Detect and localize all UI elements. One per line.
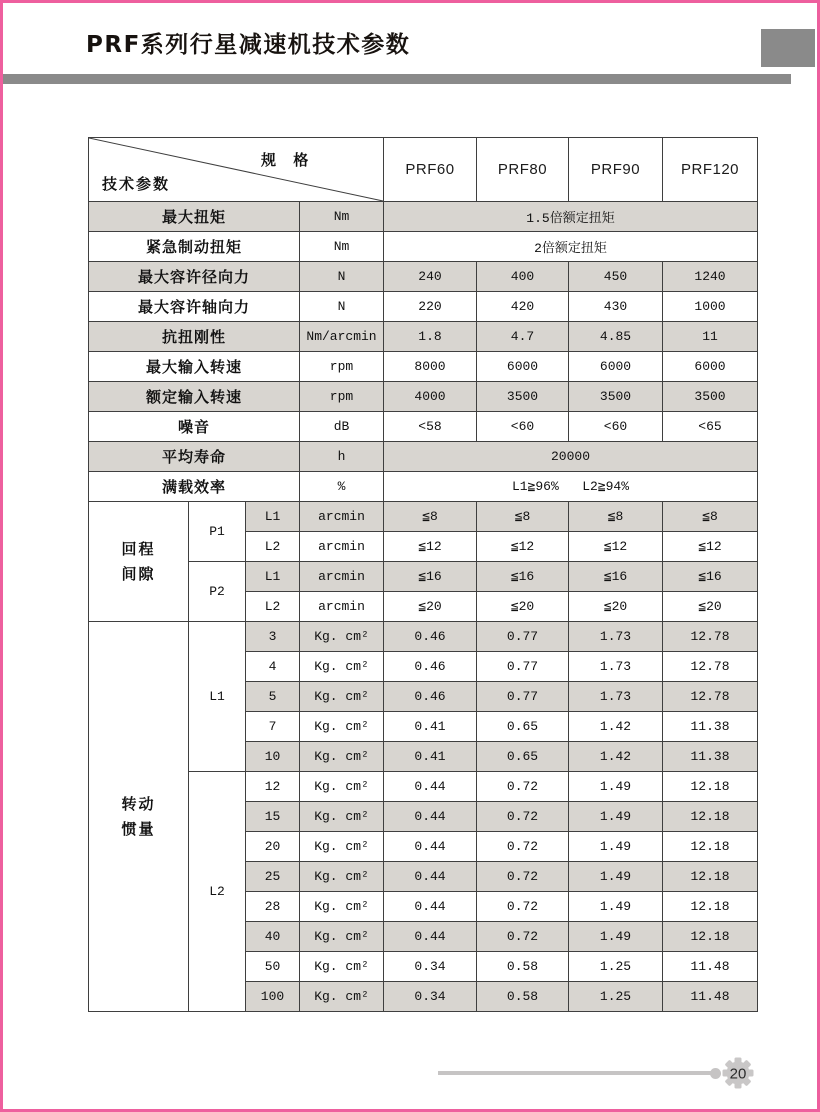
param-label-cell: 紧急制动扭矩: [89, 232, 300, 262]
value-cell: 6000: [569, 352, 663, 382]
spec-param-corner-cell: [89, 138, 384, 202]
value-cell: 0.44: [384, 862, 477, 892]
param-label-cell: 最大容许轴向力: [89, 292, 300, 322]
value-cell: 1.49: [569, 862, 663, 892]
value-cell: ≦12: [569, 532, 663, 562]
level-cell: L2: [246, 592, 300, 622]
ratio-cell: 40: [246, 922, 300, 952]
unit-cell: arcmin: [300, 502, 384, 532]
value-cell: 0.58: [477, 982, 569, 1012]
unit-cell: rpm: [300, 352, 384, 382]
value-cell: 12.18: [663, 802, 758, 832]
value-cell: 0.46: [384, 622, 477, 652]
param-label-cell: 噪音: [89, 412, 300, 442]
value-cell: ≦8: [569, 502, 663, 532]
section-label-line: 转动: [121, 794, 156, 813]
param-label-cell: 最大扭矩: [89, 202, 300, 232]
ratio-cell: 10: [246, 742, 300, 772]
ratio-cell: 50: [246, 952, 300, 982]
ratio-cell: 4: [246, 652, 300, 682]
precision-grade-cell: P1: [189, 502, 246, 562]
value-cell: ≦8: [663, 502, 758, 532]
unit-cell: rpm: [300, 382, 384, 412]
page-title: PRF系列行星减速机技术参数: [86, 32, 411, 58]
value-cell: ≦12: [384, 532, 477, 562]
value-cell: 0.46: [384, 682, 477, 712]
value-cell: 0.58: [477, 952, 569, 982]
value-cell: 1.25: [569, 952, 663, 982]
value-cell: 11.48: [663, 982, 758, 1012]
value-cell: 11: [663, 322, 758, 352]
table-row: [89, 502, 758, 532]
corner-param-label: 技术参数: [102, 175, 171, 193]
param-label-cell: 抗扭刚性: [89, 322, 300, 352]
unit-cell: Kg. cm²: [300, 832, 384, 862]
value-cell: 0.72: [477, 832, 569, 862]
value-cell: ≦16: [569, 562, 663, 592]
unit-cell: N: [300, 262, 384, 292]
table-row: [89, 262, 758, 292]
value-cell: 0.44: [384, 772, 477, 802]
value-cell: ≦20: [569, 592, 663, 622]
value-cell: 1.25: [569, 982, 663, 1012]
value-cell: ≦12: [663, 532, 758, 562]
column-header-prf60: PRF60: [384, 138, 477, 202]
ratio-cell: 12: [246, 772, 300, 802]
level-cell: L2: [246, 532, 300, 562]
level-group-cell: L1: [189, 622, 246, 772]
span-value-cell: 20000: [384, 442, 758, 472]
value-cell: 11.38: [663, 712, 758, 742]
table-row: [89, 138, 758, 202]
value-cell: 1.49: [569, 892, 663, 922]
unit-cell: %: [300, 472, 384, 502]
ratio-cell: 25: [246, 862, 300, 892]
value-cell: 0.44: [384, 832, 477, 862]
unit-cell: dB: [300, 412, 384, 442]
unit-cell: Kg. cm²: [300, 652, 384, 682]
level-cell: L1: [246, 502, 300, 532]
value-cell: 3500: [569, 382, 663, 412]
value-cell: 0.77: [477, 622, 569, 652]
value-cell: 0.77: [477, 652, 569, 682]
unit-cell: Kg. cm²: [300, 982, 384, 1012]
value-cell: 11.48: [663, 952, 758, 982]
value-cell: 0.44: [384, 802, 477, 832]
table-row: [89, 772, 758, 802]
value-cell: 6000: [477, 352, 569, 382]
table-row: [89, 232, 758, 262]
value-cell: 430: [569, 292, 663, 322]
value-cell: ≦20: [477, 592, 569, 622]
value-cell: 0.46: [384, 652, 477, 682]
value-cell: 1.49: [569, 832, 663, 862]
unit-cell: Kg. cm²: [300, 622, 384, 652]
ratio-cell: 3: [246, 622, 300, 652]
unit-cell: Kg. cm²: [300, 892, 384, 922]
footer-dot: [710, 1068, 721, 1079]
value-cell: ≦16: [477, 562, 569, 592]
table-row: [89, 322, 758, 352]
table-row: [89, 382, 758, 412]
value-cell: 240: [384, 262, 477, 292]
value-cell: 1240: [663, 262, 758, 292]
value-cell: 6000: [663, 352, 758, 382]
value-cell: 12.78: [663, 622, 758, 652]
value-cell: 1.49: [569, 772, 663, 802]
value-cell: 12.18: [663, 832, 758, 862]
level-cell: L1: [246, 562, 300, 592]
gear-page-icon: [722, 1057, 754, 1089]
table-row: [89, 202, 758, 232]
unit-cell: Kg. cm²: [300, 952, 384, 982]
value-cell: 12.78: [663, 682, 758, 712]
value-cell: 0.65: [477, 742, 569, 772]
page-number: 20: [729, 1065, 747, 1083]
value-cell: <65: [663, 412, 758, 442]
unit-cell: Kg. cm²: [300, 682, 384, 712]
value-cell: <60: [477, 412, 569, 442]
value-cell: 12.18: [663, 862, 758, 892]
value-cell: 220: [384, 292, 477, 322]
ratio-cell: 28: [246, 892, 300, 922]
value-cell: 400: [477, 262, 569, 292]
value-cell: 4000: [384, 382, 477, 412]
value-cell: 3500: [663, 382, 758, 412]
value-cell: 0.72: [477, 892, 569, 922]
unit-cell: arcmin: [300, 562, 384, 592]
value-cell: 1.42: [569, 742, 663, 772]
value-cell: ≦20: [384, 592, 477, 622]
value-cell: ≦8: [384, 502, 477, 532]
section-label-backlash: [89, 502, 189, 622]
corner-decoration-block: [761, 29, 815, 67]
table-row: [89, 442, 758, 472]
unit-cell: Nm: [300, 232, 384, 262]
value-cell: 1.73: [569, 622, 663, 652]
unit-cell: Nm: [300, 202, 384, 232]
value-cell: 1000: [663, 292, 758, 322]
value-cell: 1.73: [569, 682, 663, 712]
value-cell: 1.49: [569, 922, 663, 952]
value-cell: 0.72: [477, 772, 569, 802]
unit-cell: Kg. cm²: [300, 862, 384, 892]
value-cell: 0.72: [477, 862, 569, 892]
column-header-prf80: PRF80: [477, 138, 569, 202]
value-cell: ≦16: [663, 562, 758, 592]
value-cell: <58: [384, 412, 477, 442]
ratio-cell: 20: [246, 832, 300, 862]
column-header-prf90: PRF90: [569, 138, 663, 202]
footer-rule-line: [438, 1071, 712, 1075]
section-label-line: 间隙: [121, 564, 156, 583]
value-cell: 0.44: [384, 922, 477, 952]
unit-cell: Kg. cm²: [300, 772, 384, 802]
precision-grade-cell: P2: [189, 562, 246, 622]
param-label-cell: 最大输入转速: [89, 352, 300, 382]
value-cell: 12.18: [663, 892, 758, 922]
unit-cell: Kg. cm²: [300, 742, 384, 772]
value-cell: 0.72: [477, 802, 569, 832]
corner-spec-label: 规 格: [261, 151, 315, 169]
value-cell: ≦8: [477, 502, 569, 532]
table-row: [89, 472, 758, 502]
unit-cell: Kg. cm²: [300, 922, 384, 952]
level-group-cell: L2: [189, 772, 246, 1012]
value-cell: <60: [569, 412, 663, 442]
unit-cell: N: [300, 292, 384, 322]
unit-cell: arcmin: [300, 592, 384, 622]
ratio-cell: 15: [246, 802, 300, 832]
table-row: [89, 562, 758, 592]
table-row: [89, 352, 758, 382]
value-cell: 0.41: [384, 712, 477, 742]
value-cell: 420: [477, 292, 569, 322]
title-underline-bar: [3, 74, 791, 84]
value-cell: 12.78: [663, 652, 758, 682]
ratio-cell: 5: [246, 682, 300, 712]
section-label-line: 回程: [121, 539, 156, 558]
value-cell: 0.77: [477, 682, 569, 712]
value-cell: 11.38: [663, 742, 758, 772]
value-cell: ≦12: [477, 532, 569, 562]
section-label-line: 惯量: [121, 819, 156, 838]
value-cell: 4.85: [569, 322, 663, 352]
value-cell: 1.73: [569, 652, 663, 682]
param-label-cell: 满载效率: [89, 472, 300, 502]
value-cell: 0.65: [477, 712, 569, 742]
column-header-prf120: PRF120: [663, 138, 758, 202]
section-label-inertia: [89, 622, 189, 1012]
value-cell: 1.42: [569, 712, 663, 742]
spec-table: [88, 137, 758, 1012]
value-cell: 12.18: [663, 922, 758, 952]
unit-cell: Kg. cm²: [300, 802, 384, 832]
unit-cell: Kg. cm²: [300, 712, 384, 742]
param-label-cell: 最大容许径向力: [89, 262, 300, 292]
ratio-cell: 100: [246, 982, 300, 1012]
value-cell: 450: [569, 262, 663, 292]
param-label-cell: 平均寿命: [89, 442, 300, 472]
unit-cell: arcmin: [300, 532, 384, 562]
value-cell: 12.18: [663, 772, 758, 802]
table-row: [89, 622, 758, 652]
span-value-cell: 1.5倍额定扭矩: [384, 202, 758, 232]
span-value-cell: L1≧96% L2≧94%: [384, 472, 758, 502]
param-label-cell: 额定输入转速: [89, 382, 300, 412]
value-cell: 0.72: [477, 922, 569, 952]
value-cell: 0.44: [384, 892, 477, 922]
value-cell: 8000: [384, 352, 477, 382]
value-cell: ≦16: [384, 562, 477, 592]
value-cell: 1.49: [569, 802, 663, 832]
unit-cell: h: [300, 442, 384, 472]
value-cell: ≦20: [663, 592, 758, 622]
unit-cell: Nm/arcmin: [300, 322, 384, 352]
value-cell: 3500: [477, 382, 569, 412]
table-row: [89, 412, 758, 442]
ratio-cell: 7: [246, 712, 300, 742]
value-cell: 4.7: [477, 322, 569, 352]
table-row: [89, 292, 758, 322]
span-value-cell: 2倍额定扭矩: [384, 232, 758, 262]
value-cell: 0.34: [384, 952, 477, 982]
value-cell: 0.41: [384, 742, 477, 772]
value-cell: 1.8: [384, 322, 477, 352]
value-cell: 0.34: [384, 982, 477, 1012]
